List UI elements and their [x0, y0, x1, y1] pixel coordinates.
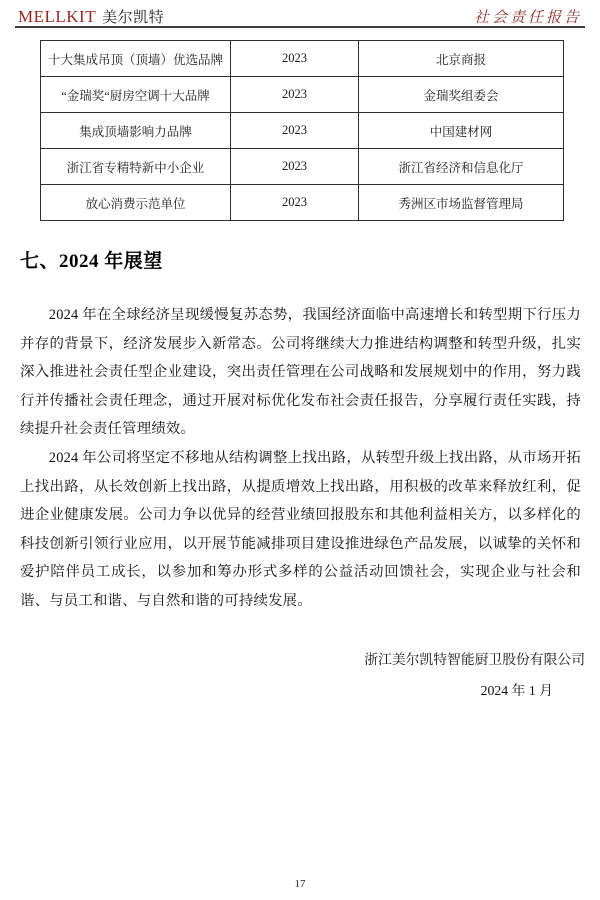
table-row — [41, 185, 564, 221]
award-year-cell: 2023 — [231, 113, 359, 149]
award-issuer-cell: 中国建材网 — [359, 113, 564, 149]
awards-table — [40, 40, 564, 221]
table-row — [41, 77, 564, 113]
award-year-cell: 2023 — [231, 149, 359, 185]
award-issuer-cell: 浙江省经济和信息化厅 — [359, 149, 564, 185]
paragraph: 2024 年公司将坚定不移地从结构调整上找出路，从转型升级上找出路，从市场开拓上找出路，从长效创新上找出路，从提质增效上找出路，用积极的改革来释放红利，促进企业健康发展。公司力争以优异的经营业绩回报股东和其他利益相关方，以多样化的科技创新引领行业应用，以开展节能减排项目建设推进绿色产品发展，以诚挚的关怀和爱护陪伴员工成长，以参加和筹办形式多样的公益活动回馈社会，实现企业与社会和谐、与员工和谐、与自然和谐的可持续发展。 — [20, 449, 581, 609]
page-header — [18, 6, 582, 27]
page-footer — [0, 878, 600, 890]
signature-block — [364, 644, 585, 706]
section-body — [20, 301, 581, 616]
award-issuer-cell: 北京商报 — [359, 41, 564, 77]
table-row — [41, 113, 564, 149]
award-year-cell: 2023 — [231, 41, 359, 77]
award-issuer-cell: 秀洲区市场监督管理局 — [359, 185, 564, 221]
company-name: 浙江美尔凯特智能厨卫股份有限公司 — [364, 652, 585, 667]
award-name-cell: “金瑞奖“厨房空调十大品牌 — [41, 77, 231, 113]
brand-logo — [18, 6, 164, 27]
section-heading-2024-outlook: 七、2024 年展望 — [20, 251, 163, 272]
table-row — [41, 149, 564, 185]
paragraph: 2024 年在全球经济呈现缓慢复苏态势，我国经济面临中高速增长和转型期下行压力并存的背景下，经济发展步入新常态。公司将继续大力推进结构调整和转型升级，扎实深入推进社会责任型企业建设，突出责任管理在公司战略和发展规划中的作用，努力践行并传播社会责任理念，通过开展对标优化发布社会责任报告，分享履行责任实践，持续提升社会责任管理绩效。 — [20, 307, 581, 438]
report-date: 2024 年 1 月 — [480, 683, 553, 698]
award-year-cell: 2023 — [231, 77, 359, 113]
award-name-cell: 放心消费示范单位 — [41, 185, 231, 221]
header-divider-line — [15, 26, 585, 28]
document-title: 社会责任报告 — [473, 10, 582, 26]
brand-name-chinese: 美尔凯特 — [102, 10, 165, 26]
award-name-cell: 集成顶墙影响力品牌 — [41, 113, 231, 149]
award-name-cell: 十大集成吊顶（顶墙）优选品牌 — [41, 41, 231, 77]
award-name-cell: 浙江省专精特新中小企业 — [41, 149, 231, 185]
award-issuer-cell: 金瑞奖组委会 — [359, 77, 564, 113]
page-number: 17 — [294, 878, 306, 890]
brand-name-english: MELLKIT — [18, 7, 97, 26]
award-year-cell: 2023 — [231, 185, 359, 221]
table-row — [41, 41, 564, 77]
